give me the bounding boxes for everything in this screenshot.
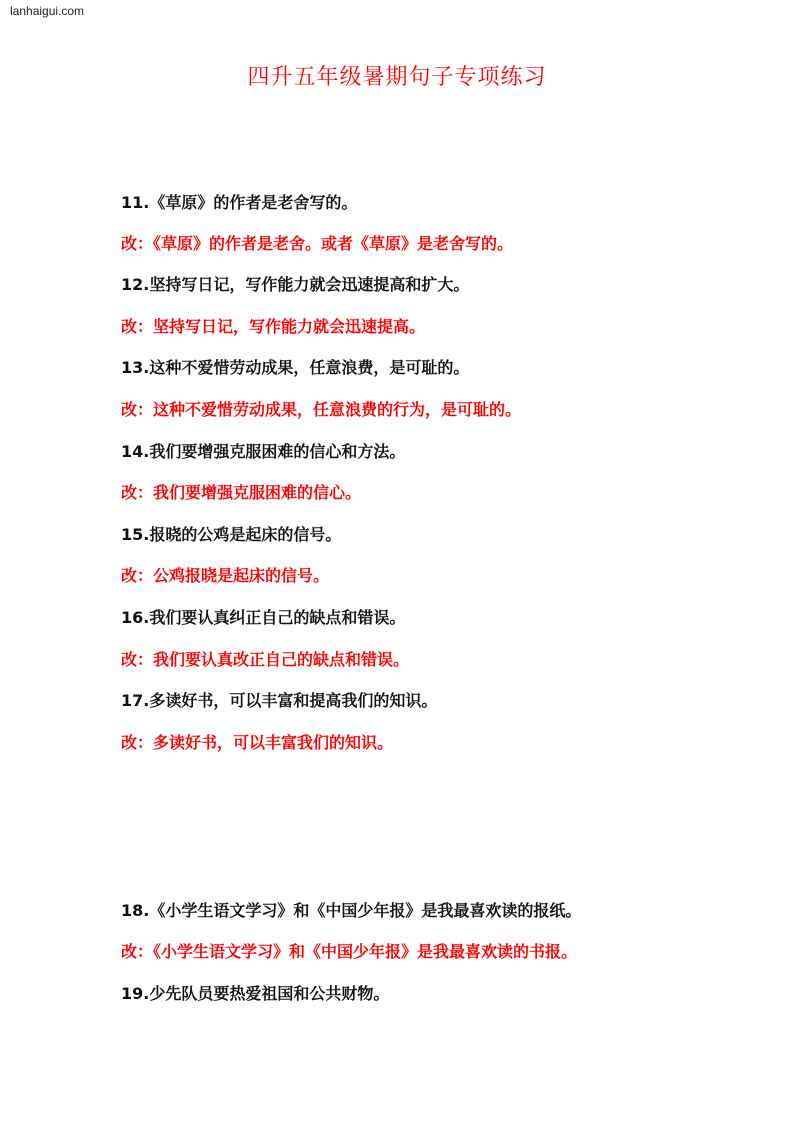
question-15: 15.报晓的公鸡是起床的信号。 (121, 525, 342, 544)
question-11: 11.《草原》的作者是老舍写的。 (121, 193, 358, 212)
question-18: 18.《小学生语文学习》和《中国少年报》是我最喜欢读的报纸。 (121, 901, 582, 920)
answer-17: 改：多读好书，可以丰富我们的知识。 (121, 733, 394, 752)
answer-14: 改：我们要增强克服困难的信心。 (121, 483, 362, 502)
question-14: 14.我们要增强克服困难的信心和方法。 (121, 442, 406, 461)
answer-12: 改：坚持写日记，写作能力就会迅速提高。 (121, 317, 426, 336)
question-13: 13.这种不爱惜劳动成果，任意浪费，是可耻的。 (121, 358, 470, 377)
question-19: 19.少先队员要热爱祖国和公共财物。 (121, 984, 390, 1003)
page-title: 四升五年级暑期句子专项练习 (247, 65, 547, 90)
answer-18: 改：《小学生语文学习》和《中国少年报》是我最喜欢读的书报。 (121, 942, 578, 961)
site-watermark: lanhaigui.com (10, 4, 85, 18)
answer-16: 改：我们要认真改正自己的缺点和错误。 (121, 650, 410, 669)
question-12: 12.坚持写日记，写作能力就会迅速提高和扩大。 (121, 275, 470, 294)
answer-13: 改：这种不爱惜劳动成果，任意浪费的行为，是可耻的。 (121, 400, 522, 419)
answer-15: 改：公鸡报晓是起床的信号。 (121, 566, 330, 585)
question-16: 16.我们要认真纠正自己的缺点和错误。 (121, 608, 406, 627)
answer-11: 改：《草原》的作者是老舍。或者《草原》是老舍写的。 (121, 234, 514, 253)
question-17: 17.多读好书，可以丰富和提高我们的知识。 (121, 691, 438, 710)
